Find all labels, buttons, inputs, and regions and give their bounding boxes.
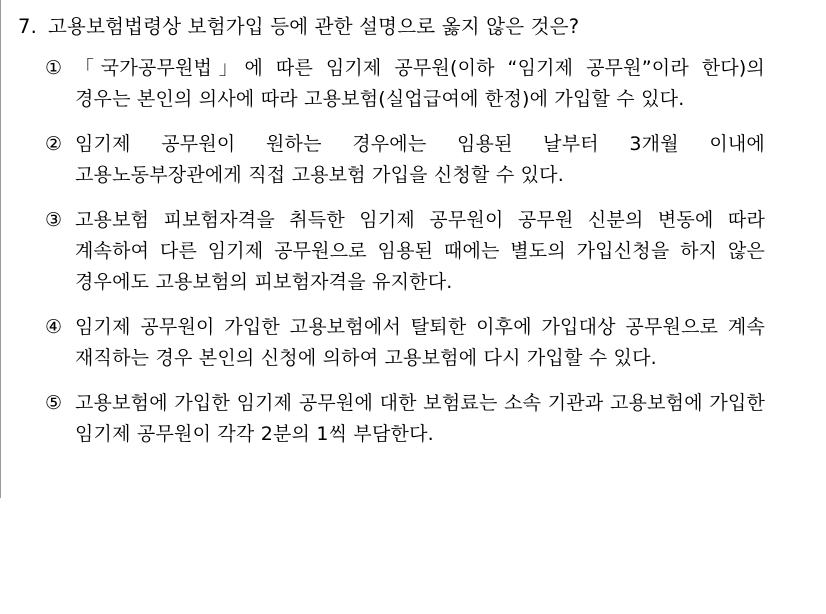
choice-marker-2: ② xyxy=(45,133,63,155)
choice-marker-4: ④ xyxy=(45,316,63,338)
choice-option-1[interactable] xyxy=(18,53,818,115)
choice-marker-3: ③ xyxy=(45,209,63,231)
choice-option-5[interactable] xyxy=(18,388,818,450)
choice-marker-5: ⑤ xyxy=(45,392,63,414)
choice-option-4[interactable] xyxy=(18,312,818,374)
choice-option-3[interactable] xyxy=(18,205,818,298)
question-text: 고용보험법령상 보험가입 등에 관한 설명으로 옳지 않은 것은? xyxy=(48,15,580,38)
choice-text-2: 임기제 공무원이 원하는 경우에는 임용된 날부터 3개월 이내에 고용노동부장관에게 직접 고용보험 가입을 신청할 수 있다. xyxy=(75,133,765,186)
question-number: 7. xyxy=(18,15,38,38)
choice-text-3: 고용보험 피보험자격을 취득한 임기제 공무원이 공무원 신분의 변동에 따라 계속하여 다른 임기제 공무원으로 임용된 때에는 별도의 가입신청을 하지 않은 경우에도 고용보험의 피보험자격을 유지한다. xyxy=(75,209,765,293)
choice-text-4: 임기제 공무원이 가입한 고용보험에서 탈퇴한 이후에 가입대상 공무원으로 계속 재직하는 경우 본인의 신청에 의하여 고용보험에 다시 가입할 수 있다. xyxy=(75,316,765,369)
choice-text-1: 「국가공무원법」에 따른 임기제 공무원(이하 “임기제 공무원”이라 한다)의 경우는 본인의 의사에 따라 고용보험(실업급여에 한정)에 가입할 수 있다. xyxy=(75,57,765,110)
question-stem xyxy=(18,10,818,43)
choice-option-2[interactable] xyxy=(18,129,818,191)
page-left-rule xyxy=(0,0,1,498)
choice-marker-1: ① xyxy=(45,57,63,79)
choice-text-5: 고용보험에 가입한 임기제 공무원에 대한 보험료는 소속 기관과 고용보험에 가입한 임기제 공무원이 각각 2분의 1씩 부담한다. xyxy=(75,392,765,445)
question-block xyxy=(18,10,818,450)
choice-list xyxy=(18,53,818,450)
